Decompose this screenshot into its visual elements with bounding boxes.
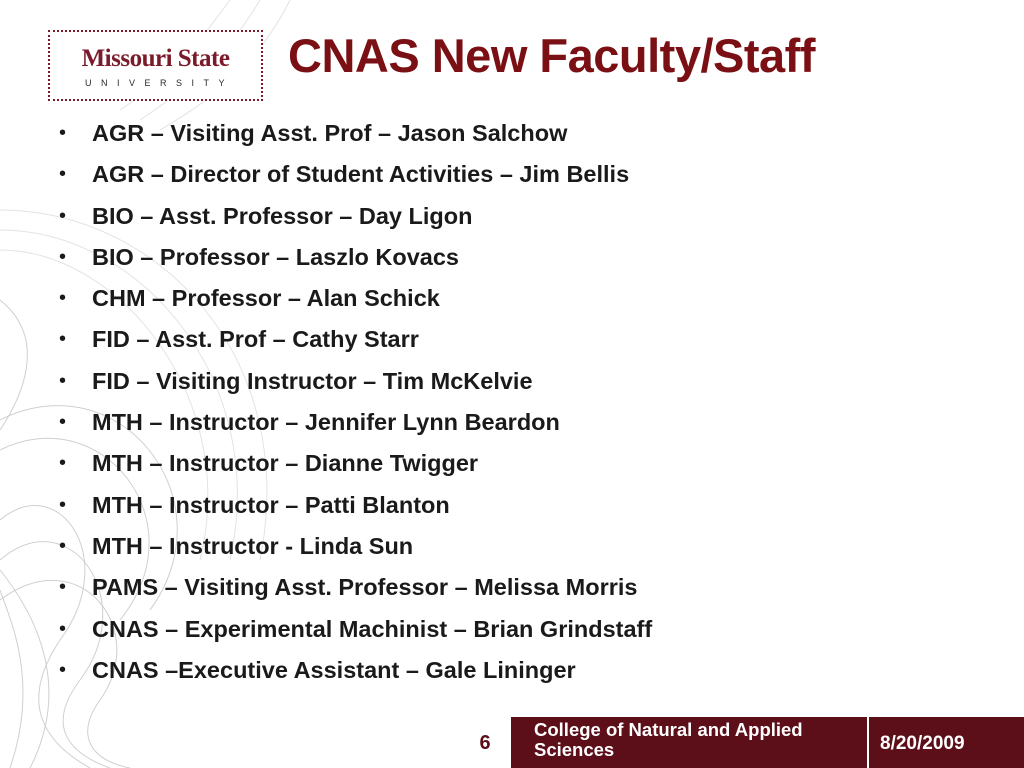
list-item [56,196,652,237]
bullet-icon: • [59,411,67,434]
list-item-text: FID – Asst. Prof – Cathy Starr [92,326,419,353]
list-item-text: PAMS – Visiting Asst. Professor – Melissa Morris [92,574,638,601]
list-item-text: CNAS – Experimental Machinist – Brian Grindstaff [92,615,653,642]
bullet-icon: • [59,658,67,681]
logo-subtitle: UNIVERSITY [84,78,234,88]
list-item-text: AGR – Director of Student Activities – Jim Bellis [92,161,630,188]
list-item-text: MTH – Instructor – Jennifer Lynn Beardon [92,409,560,436]
list-item-text: BIO – Asst. Professor – Day Ligon [92,202,473,229]
list-item [56,650,652,691]
list-item [56,319,652,360]
list-item [56,485,652,526]
list-item [56,567,652,608]
list-item [56,361,652,402]
list-item-text: MTH – Instructor – Patti Blanton [92,491,450,518]
list-item-text: BIO – Professor – Laszlo Kovacs [92,243,460,270]
bullet-icon: • [59,204,67,227]
bullet-icon: • [59,452,67,475]
bullet-icon: • [59,493,67,516]
bullet-icon: • [59,163,67,186]
list-item-text: MTH – Instructor – Dianne Twigger [92,450,479,477]
footer-date: 8/20/2009 [880,733,965,754]
bullet-icon: • [59,534,67,557]
bullet-icon: • [59,576,67,599]
bullet-icon: • [59,617,67,640]
list-item-text: FID – Visiting Instructor – Tim McKelvie [92,367,533,394]
bullet-icon: • [59,369,67,392]
bullet-list [56,113,652,691]
list-item [56,402,652,443]
list-item [56,113,652,154]
missouri-state-logo [48,30,263,101]
list-item [56,443,652,484]
list-item-text: CHM – Professor – Alan Schick [92,285,440,312]
bullet-icon: • [59,245,67,268]
bullet-icon: • [59,122,67,144]
list-item-text: CNAS –Executive Assistant – Gale Lininger [92,656,576,683]
bullet-icon: • [59,287,67,310]
list-item [56,526,652,567]
list-item [56,237,652,278]
page-number: 6 [479,732,491,754]
bullet-icon: • [59,328,67,351]
list-item [56,154,652,195]
footer-college-name: College of Natural and Applied Sciences [534,719,803,760]
list-item-text: MTH – Instructor - Linda Sun [92,532,414,559]
logo-name: Missouri State [81,45,230,72]
list-item [56,278,652,319]
slide-title: CNAS New Faculty/Staff [288,29,815,82]
list-item [56,609,652,650]
footer-divider [867,717,869,768]
list-item-text: AGR – Visiting Asst. Prof – Jason Salchow [92,120,568,146]
